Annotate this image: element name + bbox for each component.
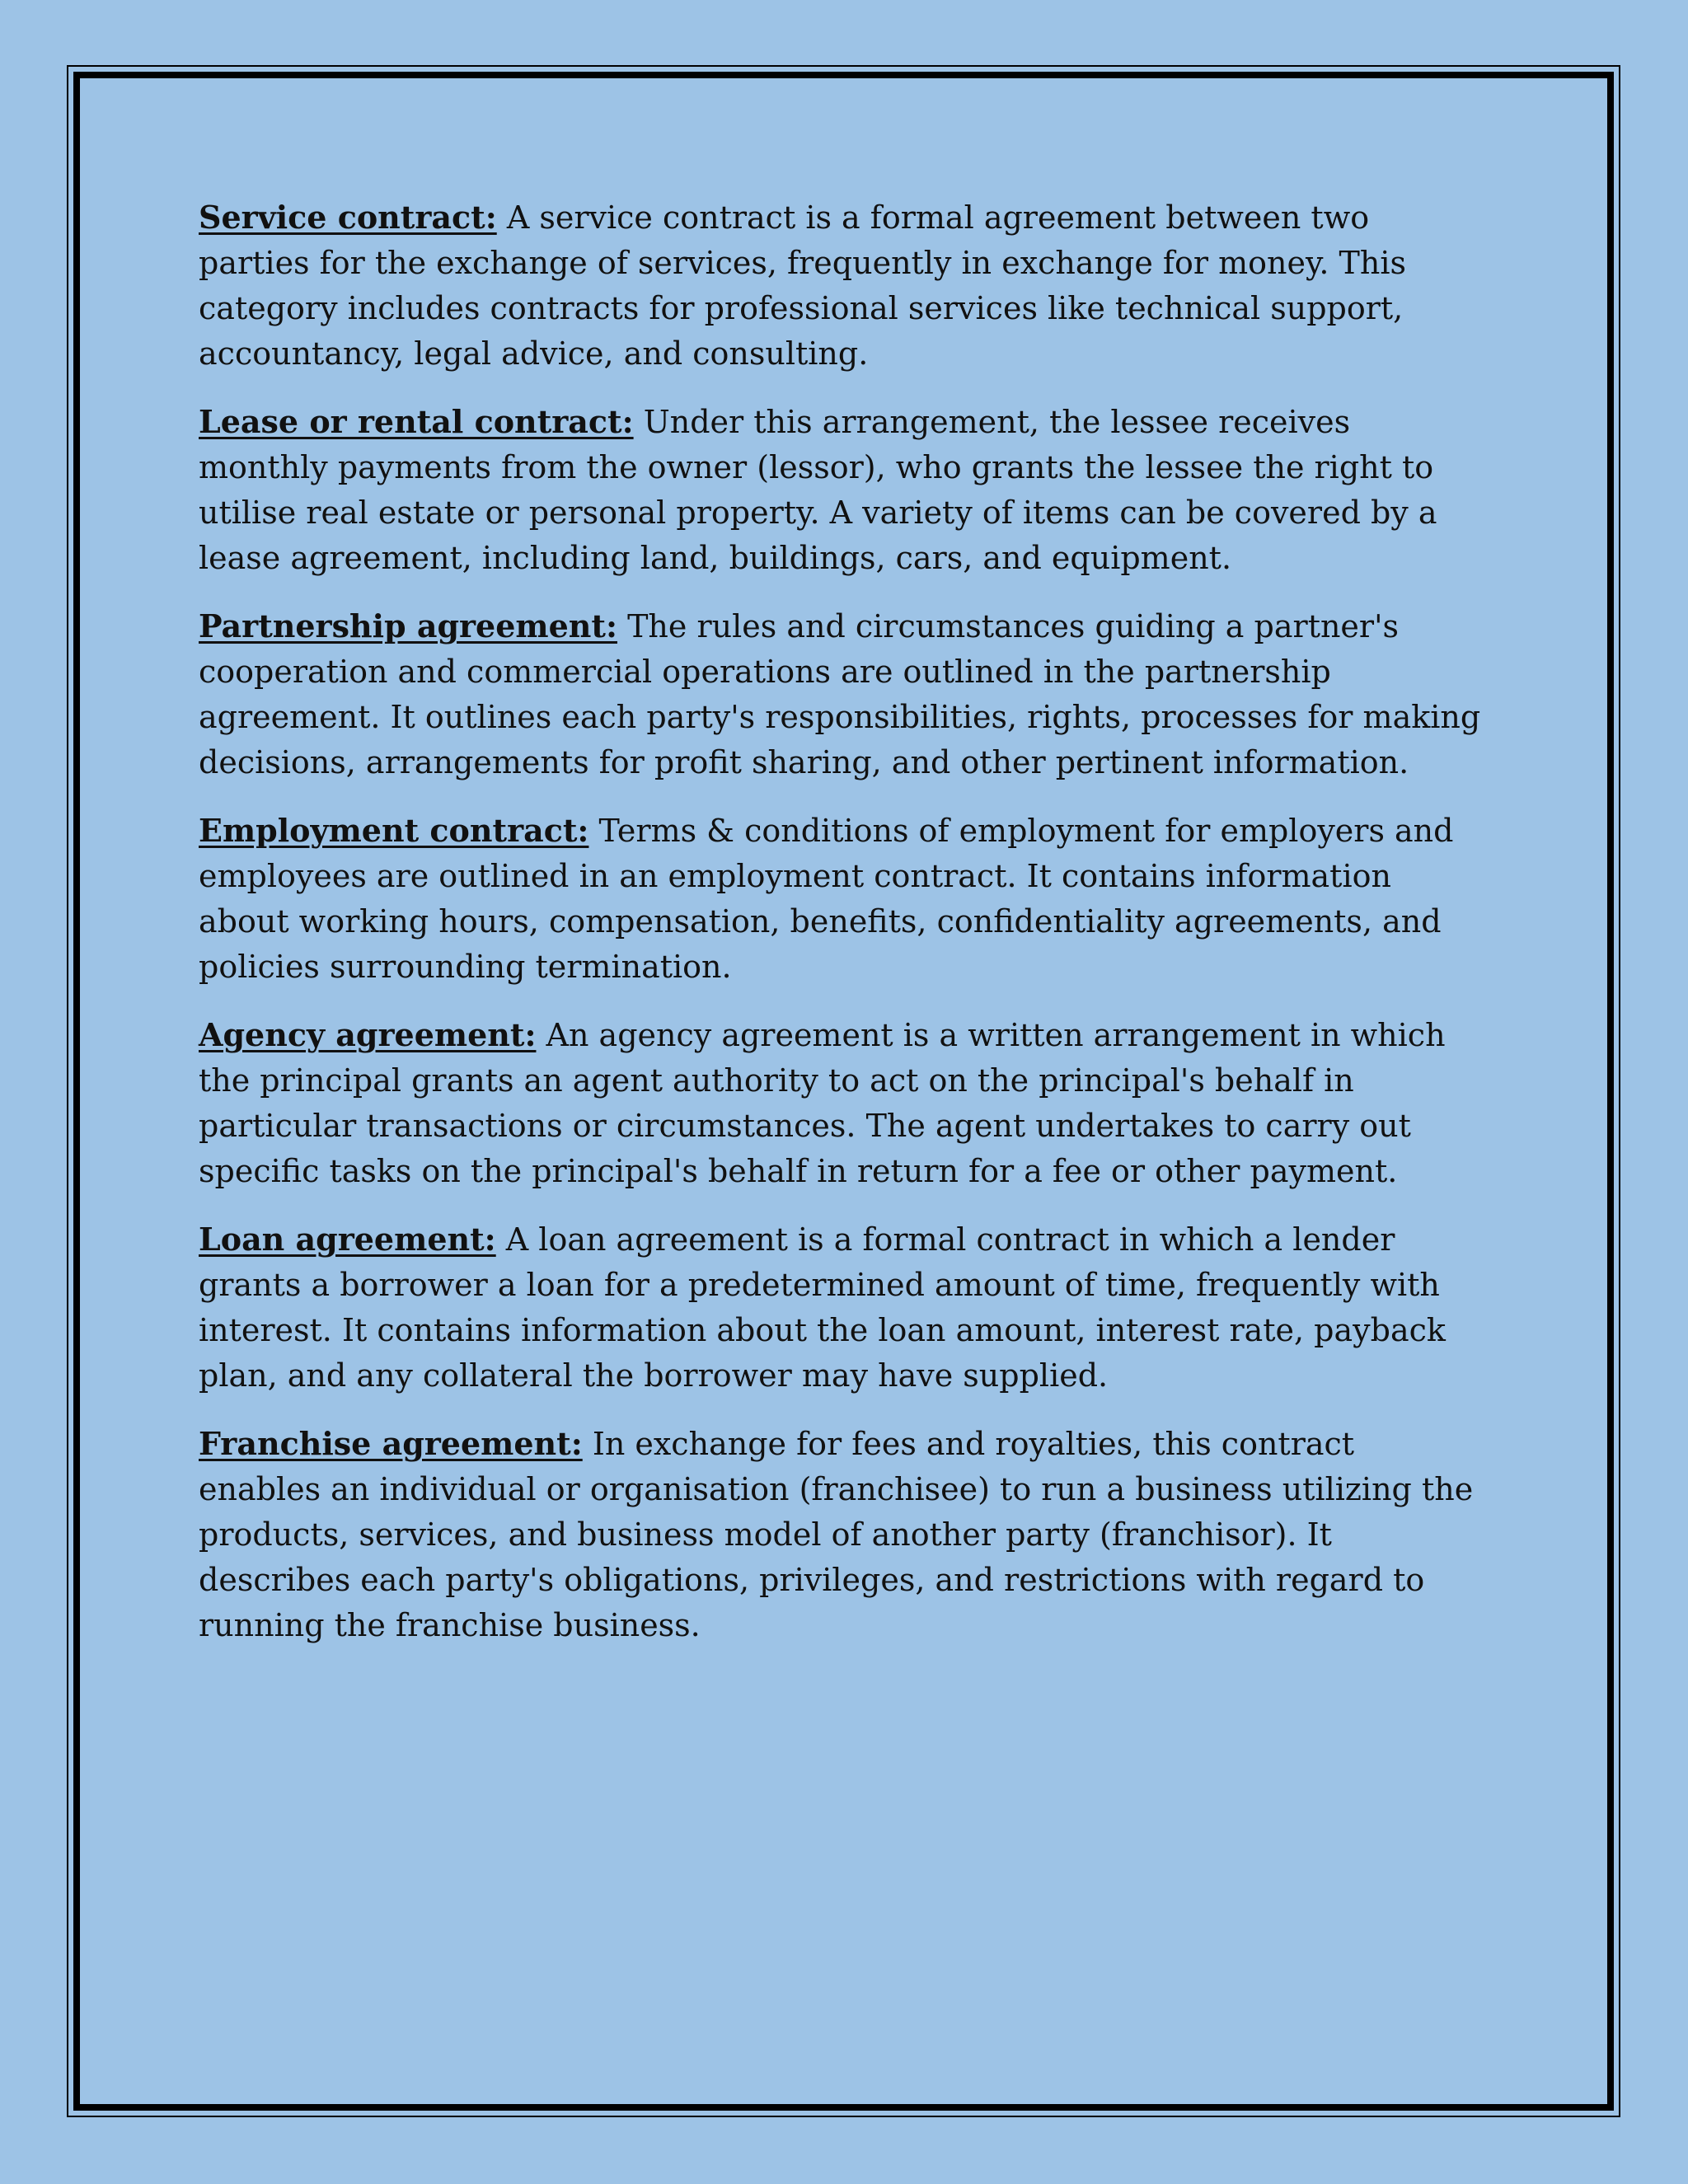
- paragraph-text: In exchange for fees and royalties, this contract enables an individual or organisation (franchisee) to run a business utilizing the products, services, and business model of another party (franchisor). It describes each party's obligations, privileges, and restrictions with regard to running the franchise business.: [199, 1426, 1474, 1643]
- term-heading: Employment contract:: [199, 812, 589, 849]
- paragraph-text: Under this arrangement, the lessee receives monthly payments from the owner (lessor), who grants the lessee the right to utilise real estate or personal property. A variety of items can be covered by a lease agreement, including land, buildings, cars, and equipment.: [199, 404, 1437, 576]
- paragraph-agency-agreement: [199, 1012, 1484, 1194]
- paragraph-loan-agreement: [199, 1216, 1484, 1399]
- document-body: [199, 194, 1484, 1671]
- paragraph-text: Terms & conditions of employment for employers and employees are outlined in an employment contract. It contains information about working hours, compensation, benefits, confidentiality agreements, and policies surrounding termination.: [199, 813, 1454, 985]
- paragraph-text: A loan agreement is a formal contract in which a lender grants a borrower a loan for a predetermined amount of time, frequently with interest. It contains information about the loan amount, interest rate, payback plan, and any collateral the borrower may have supplied.: [199, 1221, 1446, 1394]
- paragraph-service-contract: [199, 194, 1484, 377]
- term-heading: Franchise agreement:: [199, 1425, 583, 1462]
- term-heading: Partnership agreement:: [199, 607, 617, 644]
- paragraph-text: The rules and circumstances guiding a partner's cooperation and commercial operations are outlined in the partnership agreement. It outlines each party's responsibilities, rights, processes for making decisions, arrangements for profit sharing, and other pertinent information.: [199, 608, 1481, 780]
- paragraph-franchise-agreement: [199, 1421, 1484, 1648]
- term-heading: Lease or rental contract:: [199, 403, 634, 440]
- paragraph-lease-contract: [199, 399, 1484, 581]
- paragraph-text: A service contract is a formal agreement between two parties for the exchange of services, frequently in exchange for money. This category includes contracts for professional services like technical support, accountancy, legal advice, and consulting.: [199, 199, 1407, 372]
- term-heading: Loan agreement:: [199, 1221, 496, 1258]
- term-heading: Service contract:: [199, 199, 497, 236]
- term-heading: Agency agreement:: [199, 1016, 537, 1053]
- paragraph-employment-contract: [199, 808, 1484, 990]
- paragraph-partnership-agreement: [199, 603, 1484, 785]
- paragraph-text: An agency agreement is a written arrangement in which the principal grants an agent authority to act on the principal's behalf in particular transactions or circumstances. The agent undertakes to carry out specific tasks on the principal's behalf in return for a fee or other payment.: [199, 1017, 1446, 1189]
